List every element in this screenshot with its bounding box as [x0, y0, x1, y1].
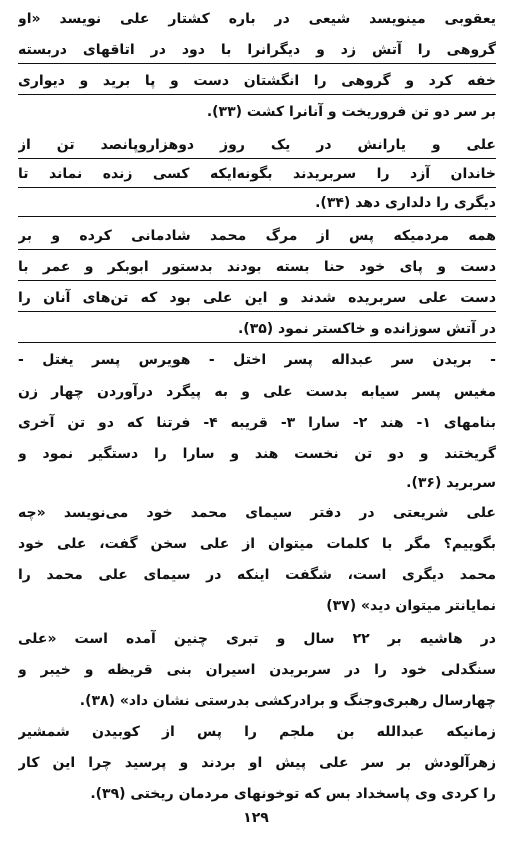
- text-line: بنامهای ۱- هند ۲- سارا ۳- قریبه ۴- فرتنا که دو تن آخری: [18, 415, 496, 431]
- text-line: - بریدن سر عبداله پسر اختل - هویرس پسر یغتل -: [18, 352, 496, 368]
- page-number: ۱۲۹: [243, 810, 269, 826]
- text-line: چهارسال رهبری‌وجنگ و برادرکشی بدرستی نشان داد» (۳۸).: [79, 693, 496, 709]
- text-line: خاندان آزد را سربریدند بگونه‌ایکه کسی زنده نماند تا: [18, 163, 496, 188]
- text-line: یعقوبی مینویسد شیعی در باره کشتار علی نویسد «او: [18, 11, 496, 27]
- text-line: دیگری را دلداری دهد (۳۴).: [18, 192, 496, 217]
- text-line: همه مردمیکه پس از مرگ محمد شادمانی کرده و بر: [18, 225, 496, 250]
- text-line: بگوییم؟ مگر با کلمات میتوان از علی سخن گفت، علی خود: [18, 536, 496, 552]
- text-line: سربرید (۳۶).: [406, 475, 496, 491]
- text-line: علی و یارانش در یک روز دوهزاروپانصد تن از: [18, 134, 496, 159]
- text-line: زهرآلودش بر سر علی پیش او بردند و پرسید چرا این کار: [18, 755, 496, 771]
- text-line: خفه کرد و گروهی را انگشتان دست و پا برید و دیواری: [18, 70, 496, 95]
- text-line: سنگدلی خود را در سربریدن اسیران بنی قریظه و خیبر و: [18, 662, 496, 678]
- text-line: نمایانتر میتوان دید» (۳۷): [326, 598, 496, 614]
- text-line: مغیس پسر سیابه بدست علی و به پیگرد درآوردن چهار زن: [18, 384, 496, 400]
- text-line: علی شریعتی در دفتر سیمای محمد خود می‌نویسد «چه: [18, 505, 496, 521]
- text-line: گروهی را آتش زد و دیگرانرا با دود در اتاقهای دربسته: [18, 39, 496, 64]
- text-line: در آتش سوزانده و خاکستر نمود (۳۵).: [18, 318, 496, 343]
- text-line: بر سر دو تن فروریخت و آنانرا کشت (۳۳).: [206, 104, 496, 120]
- text-line: محمد دیگری است، شگفت اینکه در سیمای علی محمد را: [18, 567, 496, 583]
- text-line: گریختند و دو تن نخست هند و سارا را دستگیر نمود و: [18, 446, 496, 462]
- text-line: دست علی سربریده شدند و این علی بود که تن‌های آنان را: [18, 287, 496, 312]
- text-line: در هاشیه بر ۲۲ سال و تبری چنین آمده است «علی: [18, 631, 496, 647]
- text-line: را کردی وی پاسخداد بس که توخونهای مردمان ریختی (۳۹).: [90, 786, 496, 802]
- text-line: زمانیکه عبدالله بن ملجم را پس از کوبیدن شمشیر: [18, 724, 496, 740]
- text-line: دست و پای خود حنا بسته بودند بدستور ابوبکر و عمر با: [18, 256, 496, 281]
